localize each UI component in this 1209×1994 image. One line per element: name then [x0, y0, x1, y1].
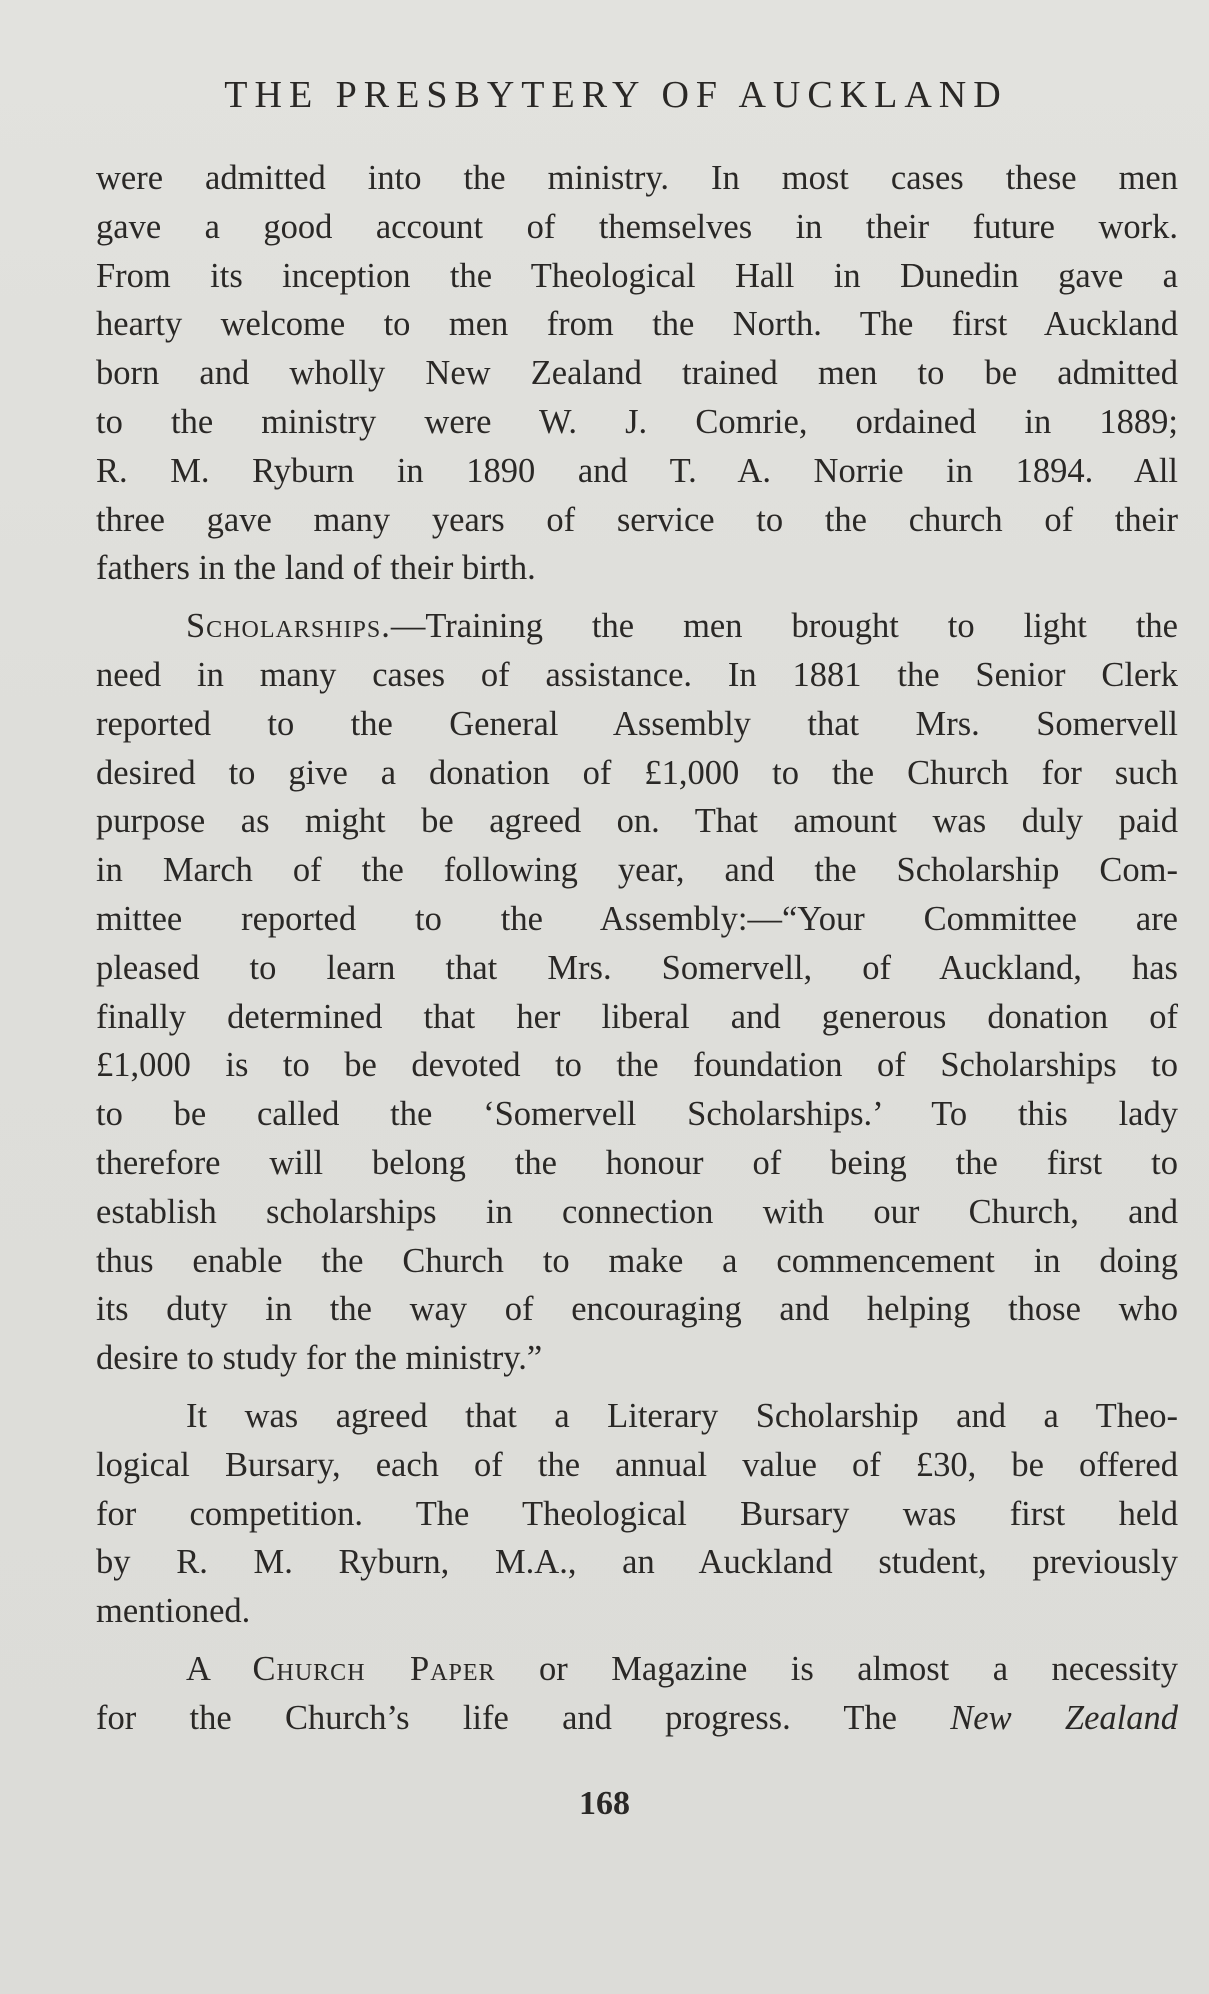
text-line: fathers in the land of their birth. — [96, 549, 536, 588]
text-line: in March of the following year, and the Scholarship Com- — [96, 851, 1178, 890]
text-line: by R. M. Ryburn, M.A., an Auckland student, previously — [96, 1543, 1178, 1582]
section-heading-scholarships: Scholarships. — [186, 607, 391, 646]
text-line — [96, 1694, 1178, 1743]
text-line: purpose as might be agreed on. That amount was duly paid — [96, 802, 1178, 841]
italic-title: New Zealand — [950, 1698, 1179, 1737]
text-line: need in many cases of assistance. In 1881 the Senior Clerk — [96, 655, 1178, 694]
text-line: £1,000 is to be devoted to the foundation of Scholarships to — [96, 1046, 1178, 1085]
text-line: finally determined that her liberal and generous donation of — [96, 997, 1178, 1036]
text-fragment: for the Church’s life and progress. The — [96, 1698, 951, 1737]
text-line: therefore will belong the honour of being the first to — [96, 1143, 1178, 1182]
text-line: desire to study for the ministry.” — [96, 1339, 543, 1378]
text-fragment: or Magazine is almost a necessity — [495, 1649, 1178, 1688]
page-number: 168 — [579, 1785, 630, 1822]
paragraph-scholarships — [96, 602, 1178, 1383]
paragraph-bursary — [96, 1392, 1178, 1636]
text-line — [96, 602, 1178, 651]
text-line: thus enable the Church to make a commencement in doing — [96, 1241, 1178, 1280]
paragraph-church-paper — [96, 1645, 1178, 1743]
text-line: mentioned. — [96, 1592, 251, 1631]
running-head: THE PRESBYTERY OF AUCKLAND — [224, 74, 1008, 116]
text-line: R. M. Ryburn in 1890 and T. A. Norrie in 1894. All — [96, 451, 1178, 490]
text-line: to be called the ‘Somervell Scholarships.’ To this lady — [96, 1095, 1178, 1134]
text-line: to the ministry were W. J. Comrie, ordained in 1889; — [96, 402, 1178, 441]
body-text — [96, 154, 1178, 1743]
text-line: were admitted into the ministry. In most cases these men — [96, 159, 1178, 197]
text-line: logical Bursary, each of the annual value of £30, be offered — [96, 1445, 1178, 1484]
text-line: pleased to learn that Mrs. Somervell, of Auckland, has — [96, 948, 1178, 987]
text-line: three gave many years of service to the church of their — [96, 500, 1178, 539]
text-line: its duty in the way of encouraging and helping those who — [96, 1290, 1178, 1329]
text-line: establish scholarships in connection with our Church, and — [96, 1192, 1178, 1231]
text-line: desired to give a donation of £1,000 to the Church for such — [96, 753, 1178, 792]
text-line: gave a good account of themselves in their future work. — [96, 207, 1178, 246]
text-line: reported to the General Assembly that Mrs. Somervell — [96, 704, 1178, 743]
text-line: for competition. The Theological Bursary was first held — [96, 1494, 1178, 1533]
text-fragment: —Training the men brought to light the — [390, 607, 1178, 646]
text-fragment: A — [186, 1649, 253, 1688]
text-line — [96, 1645, 1178, 1694]
paragraph-continuation — [96, 154, 1178, 593]
section-heading-church-paper: Church Paper — [252, 1649, 496, 1688]
text-line: born and wholly New Zealand trained men to be admitted — [96, 354, 1178, 393]
text-line: It was agreed that a Literary Scholarship and a Theo- — [186, 1396, 1178, 1435]
text-line: hearty welcome to men from the North. The first Auckland — [96, 305, 1178, 344]
text-line: mittee reported to the Assembly:—“Your Committee are — [96, 899, 1178, 938]
text-line: From its inception the Theological Hall in Dunedin gave a — [96, 256, 1178, 295]
